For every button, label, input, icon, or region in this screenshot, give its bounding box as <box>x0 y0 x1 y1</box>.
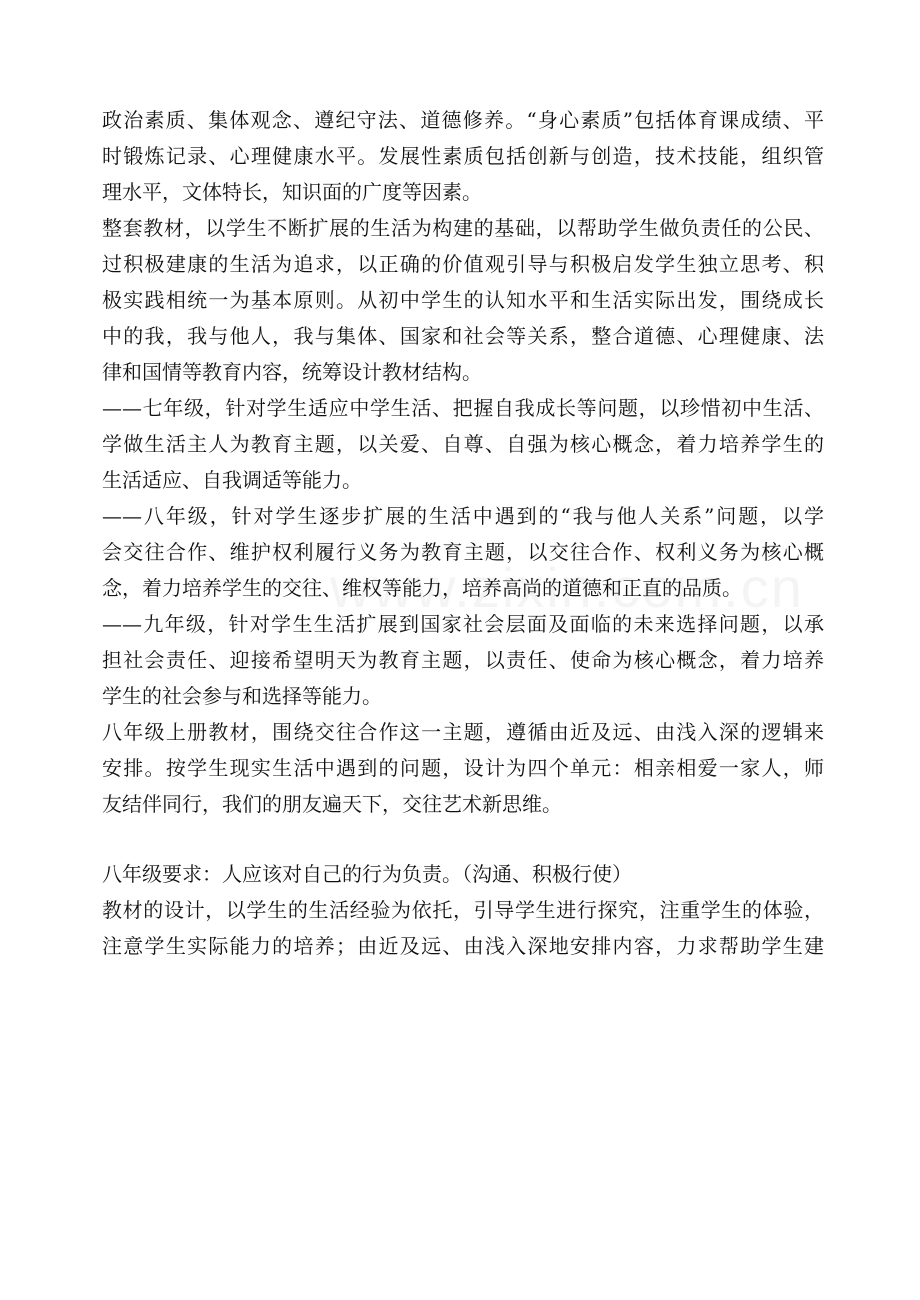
text-line: 整套教材，以学生不断扩展的生活为构建的基础，以帮助学生做负责任的公民、 <box>102 216 824 240</box>
text-line: 担社会责任、迎接希望明天为教育主题，以责任、使命为核心概念，着力培养 <box>102 648 824 672</box>
text-line: 八年级要求：人应该对自己的行为负责。（沟通、积极行使） <box>102 862 632 886</box>
paragraph <box>102 892 824 964</box>
text-line: ——八年级，针对学生逐步扩展的生活中遇到的“我与他人关系”问题，以学 <box>102 504 824 528</box>
text-line: 过积极建康的生活为追求，以正确的价值观引导与积极启发学生独立思考、积 <box>102 252 824 276</box>
text-line: 八年级上册教材，围绕交往合作这一主题，遵循由近及远、由浅入深的逻辑来 <box>102 720 824 744</box>
paragraph <box>102 856 824 892</box>
text-line: 极实践相统一为基本原则。从初中学生的认知水平和生活实际出发，围绕成长 <box>102 288 824 312</box>
text-line: 注意学生实际能力的培养；由近及远、由浅入深地安排内容，力求帮助学生建 <box>102 934 824 958</box>
text-line: 安排。按学生现实生活中遇到的问题，设计为四个单元：相亲相爱一家人，师 <box>102 756 824 780</box>
text-line: 生活适应、自我调适等能力。 <box>102 468 362 492</box>
text-line: 理水平，文体特长，知识面的广度等因素。 <box>102 180 482 204</box>
text-line: 政治素质、集体观念、遵纪守法、道德修养。“身心素质”包括体育课成绩、平 <box>102 108 824 132</box>
paragraph-gap <box>102 822 824 856</box>
paragraph <box>102 210 824 390</box>
text-line: 学做生活主人为教育主题，以关爱、自尊、自强为核心概念，着力培养学生的 <box>102 432 824 456</box>
paragraph <box>102 102 824 210</box>
text-line: 中的我，我与他人，我与集体、国家和社会等关系，整合道德、心理健康、法 <box>102 324 824 348</box>
paragraph <box>102 606 824 714</box>
text-line: 教材的设计，以学生的生活经验为依托，引导学生进行探究，注重学生的体验， <box>102 898 824 922</box>
text-line: 念，着力培养学生的交往、维权等能力，培养高尚的道德和正直的品质。 <box>102 576 742 600</box>
document-body <box>102 102 824 964</box>
paragraph <box>102 498 824 606</box>
text-line: 时锻炼记录、心理健康水平。发展性素质包括创新与创造，技术技能，组织管 <box>102 144 824 168</box>
text-line: ——七年级，针对学生适应中学生活、把握自我成长等问题，以珍惜初中生活、 <box>102 396 824 420</box>
paragraph <box>102 390 824 498</box>
text-line: 会交往合作、维护权利履行义务为教育主题，以交往合作、权利义务为核心概 <box>102 540 824 564</box>
text-line: 友结伴同行，我们的朋友遍天下，交往艺术新思维。 <box>102 792 562 816</box>
text-line: 律和国情等教育内容，统筹设计教材结构。 <box>102 360 482 384</box>
paragraph <box>102 714 824 822</box>
text-line: 学生的社会参与和选择等能力。 <box>102 684 382 708</box>
text-line: ——九年级，针对学生生活扩展到国家社会层面及面临的未来选择问题，以承 <box>102 612 824 636</box>
